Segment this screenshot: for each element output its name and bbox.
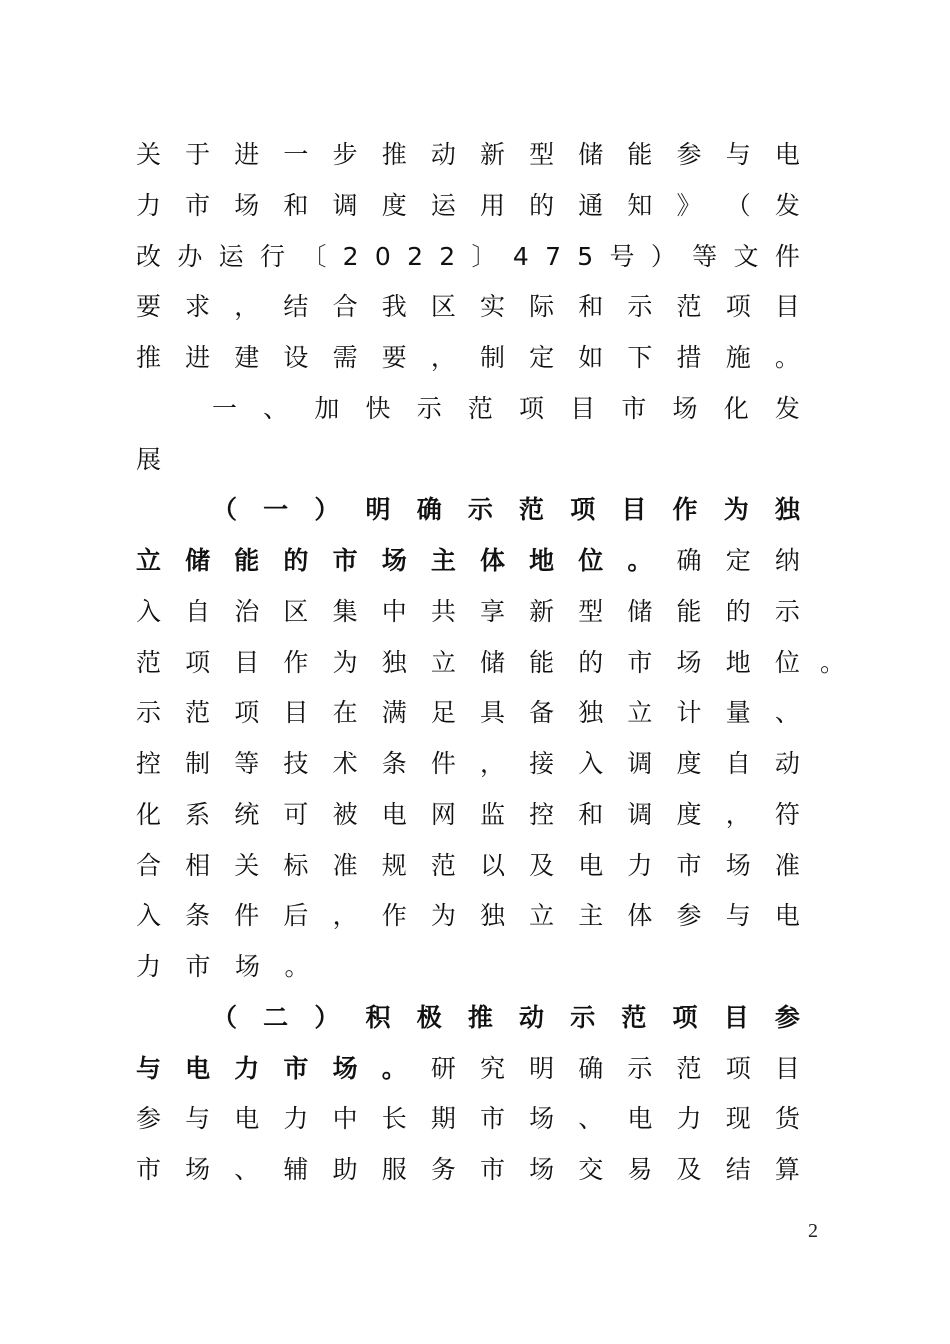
- subsection-heading: （ 一 ） 明 确 示 范 项 目 作 为 独: [212, 495, 800, 524]
- body-line-mixed: 与 电 力 市 场 。 研 究 明 确 示 范 项 目: [136, 1054, 800, 1083]
- body-line: 控 制 等 技 术 条 件 ， 接 入 调 度 自 动: [136, 749, 800, 778]
- body-line: 入 条 件 后 ， 作 为 独 立 主 体 参 与 电: [136, 901, 800, 930]
- body-line: 改 办 运 行 〔 2 0 2 2 〕 4 7 5 号 ） 等 文 件: [136, 242, 800, 271]
- body-line: 示 范 项 目 在 满 足 具 备 独 立 计 量 、: [136, 698, 800, 727]
- section-heading: 一 、 加 快 示 范 项 目 市 场 化 发: [212, 394, 800, 423]
- body-line: 力市场。: [136, 952, 335, 981]
- body-line-mixed: 立 储 能 的 市 场 主 体 地 位 。 确 定 纳: [136, 546, 800, 575]
- subsection-heading: （ 二 ） 积 极 推 动 示 范 项 目 参: [212, 1003, 800, 1032]
- body-line: 要 求 ， 结 合 我 区 实 际 和 示 范 项 目: [136, 292, 800, 321]
- body-line: 化 系 统 可 被 电 网 监 控 和 调 度 ， 符: [136, 800, 800, 829]
- body-line: 入 自 治 区 集 中 共 享 新 型 储 能 的 示: [136, 597, 800, 626]
- overflow-punctuation: 。: [820, 648, 846, 677]
- section-heading-continuation: 展: [136, 445, 186, 474]
- body-line: 参 与 电 力 中 长 期 市 场 、 电 力 现 货: [136, 1104, 800, 1133]
- body-line: 市 场 、 辅 助 服 务 市 场 交 易 及 结 算: [136, 1155, 800, 1184]
- page-number: 2: [808, 1220, 818, 1242]
- body-line: 合 相 关 标 准 规 范 以 及 电 力 市 场 准: [136, 851, 800, 880]
- body-line: 推 进 建 设 需 要 ， 制 定 如 下 措 施 。: [136, 343, 800, 372]
- body-line: 关 于 进 一 步 推 动 新 型 储 能 参 与 电: [136, 140, 800, 169]
- body-line: 力 市 场 和 调 度 运 用 的 通 知 》 （ 发: [136, 191, 800, 220]
- body-line: 范 项 目 作 为 独 立 储 能 的 市 场 地 位: [136, 648, 800, 677]
